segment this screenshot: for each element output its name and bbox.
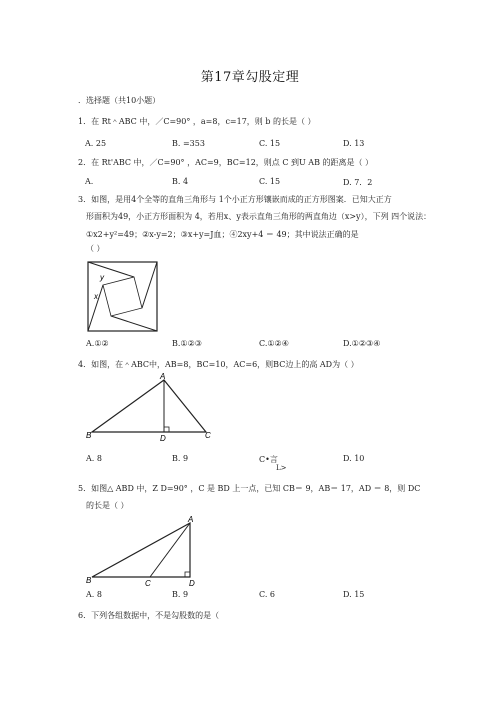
q2-option-a: A. xyxy=(85,177,94,186)
q3-stem-line-3: ①x2+y²=49；②x-y=2；③x+y=J血；④2xy+4 ＝ 49；其中说法正确的是 xyxy=(86,230,359,239)
q3-option-b: B.①②③ xyxy=(172,339,202,348)
q3-option-d: D.①②③④ xyxy=(343,339,381,348)
q5-label-d: D xyxy=(189,579,195,587)
q4-label-d: D xyxy=(160,434,166,442)
q4-triangle-figure xyxy=(84,370,219,442)
q3-fig-line xyxy=(88,262,134,277)
section-heading: ．选择题（共10小题） xyxy=(78,96,161,105)
q3-label-x: x xyxy=(94,292,98,301)
q3-fig-line xyxy=(111,316,157,331)
q3-stem-line-1: 3．如图，是用4个全等的直角三角形与 1个小正方形镶嵌而成的正方形图案．已知大正方 xyxy=(78,195,392,204)
q4-option-d: D. 10 xyxy=(343,454,365,463)
q1-stem: 1．在 Rt＾ABC 中，／C=90° ，a=8，c=17，则 b 的长是（ ） xyxy=(78,117,316,126)
q5-label-c: C xyxy=(145,579,151,587)
q4-stray-mark: L> xyxy=(276,464,287,472)
q5-label-a: A xyxy=(188,515,194,524)
q3-fig-line xyxy=(142,262,157,308)
q1-option-c: C. 15 xyxy=(259,139,281,148)
q1-option-b: B. =353 xyxy=(172,139,205,148)
q3-stem-line-2: 形面积为49，小正方形面积为 4，若用x、y表示直角三角形的两直角边（x>y），下列 四个说法： xyxy=(86,212,432,221)
q4-option-b: B. 9 xyxy=(172,454,189,463)
page-title: 第17章勾股定理 xyxy=(200,70,300,85)
q5-stem-line-2: 的长是（ ） xyxy=(86,501,129,510)
q4-option-c: C•言 xyxy=(259,455,278,464)
q2-option-d: D. 7．2 xyxy=(343,178,373,187)
q5-option-a: A. 8 xyxy=(86,590,102,599)
q5-stem-line-1: 5．如图△ ABD 中，Z D=90° ，C 是 BD 上一点，已知 CB＝ 9，AB＝ 17，AD ＝ 8，则 DC xyxy=(78,484,421,493)
q4-label-c: C xyxy=(205,431,211,440)
q2-option-b: B. 4 xyxy=(172,177,189,186)
q3-option-a: A.①② xyxy=(86,339,109,348)
q5-label-b: B xyxy=(86,576,92,585)
q1-option-d: D. 13 xyxy=(343,139,365,148)
q2-stem: 2．在 Rt'ABC 中，／C=90° ，AC=9，BC=12，则点 C 到U AB 的距离是（ ） xyxy=(78,158,374,167)
q4-stem: 4．如图，在＾ABC中，AB=8，BC=10，AC=6，则BC边上的高 AD为（ ） xyxy=(78,360,359,369)
q4-label-b: B xyxy=(86,431,92,440)
q2-option-c: C. 15 xyxy=(259,177,281,186)
q4-label-a: A xyxy=(160,372,166,381)
q5-option-c: C. 6 xyxy=(259,590,276,599)
q5-option-b: B. 9 xyxy=(172,590,189,599)
q3-label-y: y xyxy=(100,273,104,282)
q4-option-a: A. 8 xyxy=(86,454,102,463)
q3-stem-line-4: （ ） xyxy=(86,244,105,253)
q3-option-c: C.①②④ xyxy=(259,339,289,348)
q5-option-d: D. 15 xyxy=(343,590,365,599)
q6-stem: 6．下列各组数据中，不是勾股数的是（ xyxy=(78,611,220,620)
q1-option-a: A. 25 xyxy=(85,139,107,148)
q3-square-figure xyxy=(85,259,160,334)
q5-triangle-figure xyxy=(84,515,199,587)
